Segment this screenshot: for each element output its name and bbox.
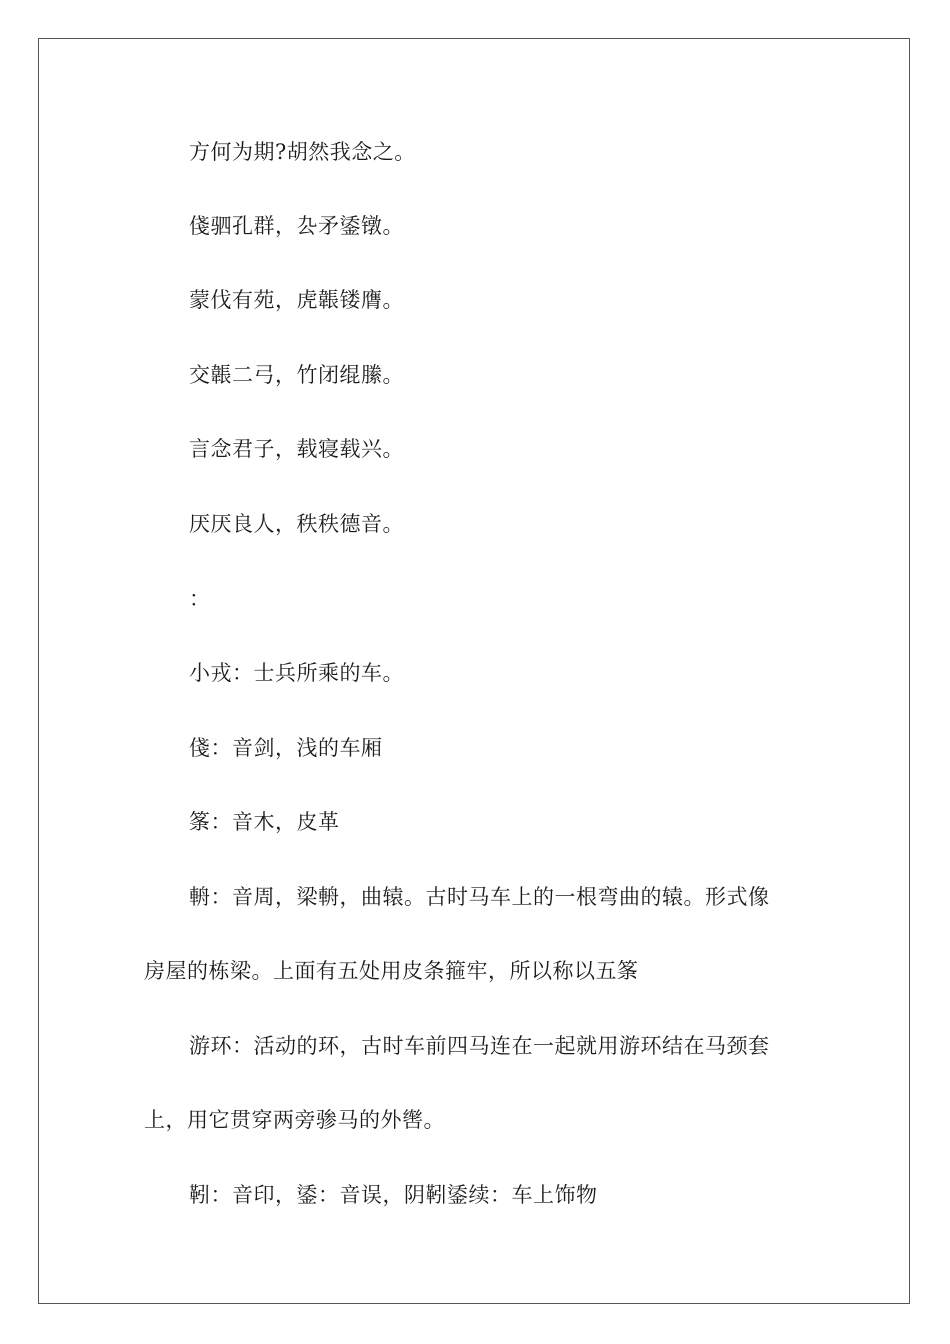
annotation-jian: 俴：音剑，浅的车厢	[189, 736, 383, 760]
annotation-youhuan-line-1: 游环：活动的环，古时车前四马连在一起就用游环结在马颈套	[189, 1034, 770, 1058]
annotation-mu: 筿：音木，皮革	[189, 810, 340, 834]
poem-line-6: 厌厌良人，秩秩德音。	[189, 512, 404, 536]
annotation-heading: ：	[189, 587, 211, 611]
annotation-yin: 靷：音印，鋈：音误，阴靷鋈续：车上饰物	[189, 1183, 598, 1207]
annotation-xiaorong: 小戎：士兵所乘的车。	[189, 661, 404, 685]
poem-line-2: 俴驷孔群，厹矛鋈镦。	[189, 214, 404, 238]
annotation-zhou-line-1: 輈：音周，梁輈，曲辕。古时马车上的一根弯曲的辕。形式像	[189, 885, 770, 909]
annotation-zhou-line-2: 房屋的栋梁。上面有五处用皮条箍牢，所以称以五筿	[144, 959, 639, 983]
poem-line-3: 蒙伐有苑，虎韔镂膺。	[189, 288, 404, 312]
annotation-youhuan-line-2: 上，用它贯穿两旁骖马的外辔。	[144, 1108, 445, 1132]
poem-line-4: 交韔二弓，竹闭绲縢。	[189, 363, 404, 387]
poem-line-5: 言念君子，载寝载兴。	[189, 437, 404, 461]
poem-line-1: 方何为期?胡然我念之。	[189, 140, 416, 164]
